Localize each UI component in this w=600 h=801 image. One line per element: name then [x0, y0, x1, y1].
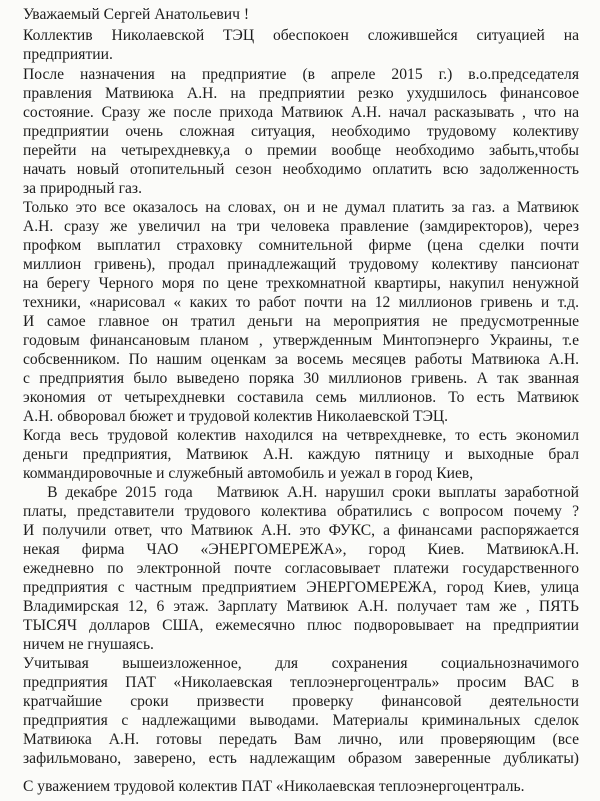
- letter-line: ничем не гнушаясь.: [23, 636, 154, 653]
- letter-line: Коллектив Николаевской ТЭЦ обеспокоен сложившейся ситуацией на: [23, 27, 579, 44]
- letter-line: И получили ответ, что Матвиюк А.Н. это ФУКС, а финансами распоряжается: [23, 522, 579, 539]
- letter-line: предприятия ПАТ «Николаевская теплоэнергоцентраль» просим ВАС в: [23, 674, 579, 691]
- letter-line: начать новый отопительный сезон необходимо оплатить всю задолженность: [23, 161, 579, 178]
- letter-line: собсвенником. По нашим оценкам за восемь месяцев работы Матвиюка А.Н.: [23, 351, 579, 368]
- letter-line: После назначения на предприятие (в апреле 2015 г.) в.о.председателя: [23, 66, 579, 83]
- letter-line: платы, представители трудового колектива обратились с вопросом почему ?: [23, 503, 579, 520]
- letter-line: Только это все оказалось на словах, он и не думал платить за газ. а Матвиюк: [23, 199, 579, 216]
- letter-line: техники, «нарисовал « каких то работ почти на 12 миллионов гривень и т.д.: [23, 294, 579, 311]
- letter-line: ТЫСЯЧ долларов США, ежемесячно плюс подворовывает на предприятии: [23, 617, 579, 634]
- letter-greeting: Уважаемый Сергей Анатольевич !: [23, 6, 250, 23]
- letter-line: на берегу Черного моря по цене трехкомнатной квартиры, накупил ненужной: [23, 275, 579, 292]
- letter-line: кратчайшие сроки призвести проверку финансовой деятельности: [23, 693, 579, 710]
- letter-line: предприятии.: [23, 46, 113, 63]
- letter-line: предприятия с частным предприятием ЭНЕРГОМЕРЕЖА, город Киев, улица: [23, 579, 579, 596]
- letter-line: коммандировочные и служебный автомобиль и уежал в город Киев,: [23, 465, 474, 482]
- letter-line: экономия от четырехдневки составила семь миллионов. То есть Матвиюк: [23, 389, 579, 406]
- letter-line: И самое главное он тратил деньги на мероприятия не предусмотренные: [23, 313, 579, 330]
- letter-line: Учитывая вышеизложенное, для сохранения социальнозначимого: [23, 655, 579, 672]
- letter-line: с предприятия было выведено поряка 30 миллионов гривень. А так званная: [23, 370, 579, 387]
- letter-closing: С уважением трудовой колектив ПАТ «Николаевская теплоэнергоцентраль.: [23, 778, 525, 795]
- letter-line: ежедневно по электронной почте согласовывает платежи государственного: [23, 560, 579, 577]
- letter-line: состояние. Сразу же после прихода Матвиюк А.Н. начал расказывать , что на: [23, 104, 579, 121]
- letter-line: правления Матвиюка А.Н. на предприятии резко ухудшилось финансовое: [23, 85, 579, 102]
- letter-line: перейти на четырехдневку,а о премии вообще необходимо забыть,чтобы: [23, 142, 579, 159]
- letter-line: профком выплатил страховку сомнительной фирме (цена сделки почти: [23, 237, 579, 254]
- letter-line: Матвиюка А.Н. готовы передать Вам лично, или проверяющим (все: [23, 731, 579, 748]
- letter-line: В декабре 2015 года Матвиюк А.Н. нарушил сроки выплаты заработной: [23, 484, 579, 501]
- letter-line: некая фирма ЧАО «ЭНЕРГОМЕРЕЖА», город Киев. МатвиюкА.Н.: [23, 541, 579, 558]
- letter-line: миллион гривень), продал принадлежащий трудовому колективу пансионат: [23, 256, 579, 273]
- letter-line: предприятии очень сложная ситуация, необходимо трудовому колективу: [23, 123, 579, 140]
- letter-line: годовым финансановым планом , утвержденным Минтопэнерго Украины, т.е: [23, 332, 579, 349]
- letter-line: Когда весь трудовой колектив находился на четврехдневке, то есть экономил: [23, 427, 579, 444]
- letter-line: за природный газ.: [23, 180, 142, 197]
- letter-line: Владимирская 12, 6 этаж. Зарплату Матвиюк А.Н. получает там же , ПЯТЬ: [23, 598, 579, 615]
- letter-line: зафильмовано, заверено, есть надлежащим образом заверенные дубликаты): [23, 750, 579, 767]
- letter-line: предприятия с надлежащими выводами. Материалы криминальных сделок: [23, 712, 579, 729]
- letter-line: А.Н. сразу же увеличил на три человека правление (замдиректоров), через: [23, 218, 579, 235]
- letter-line: А.Н. обворовал бюжет и трудовой колектив Николаевской ТЭЦ.: [23, 408, 449, 425]
- letter-line: деньги предприятия, Матвиюк А.Н. каждую пятницу и выходные брал: [23, 446, 579, 463]
